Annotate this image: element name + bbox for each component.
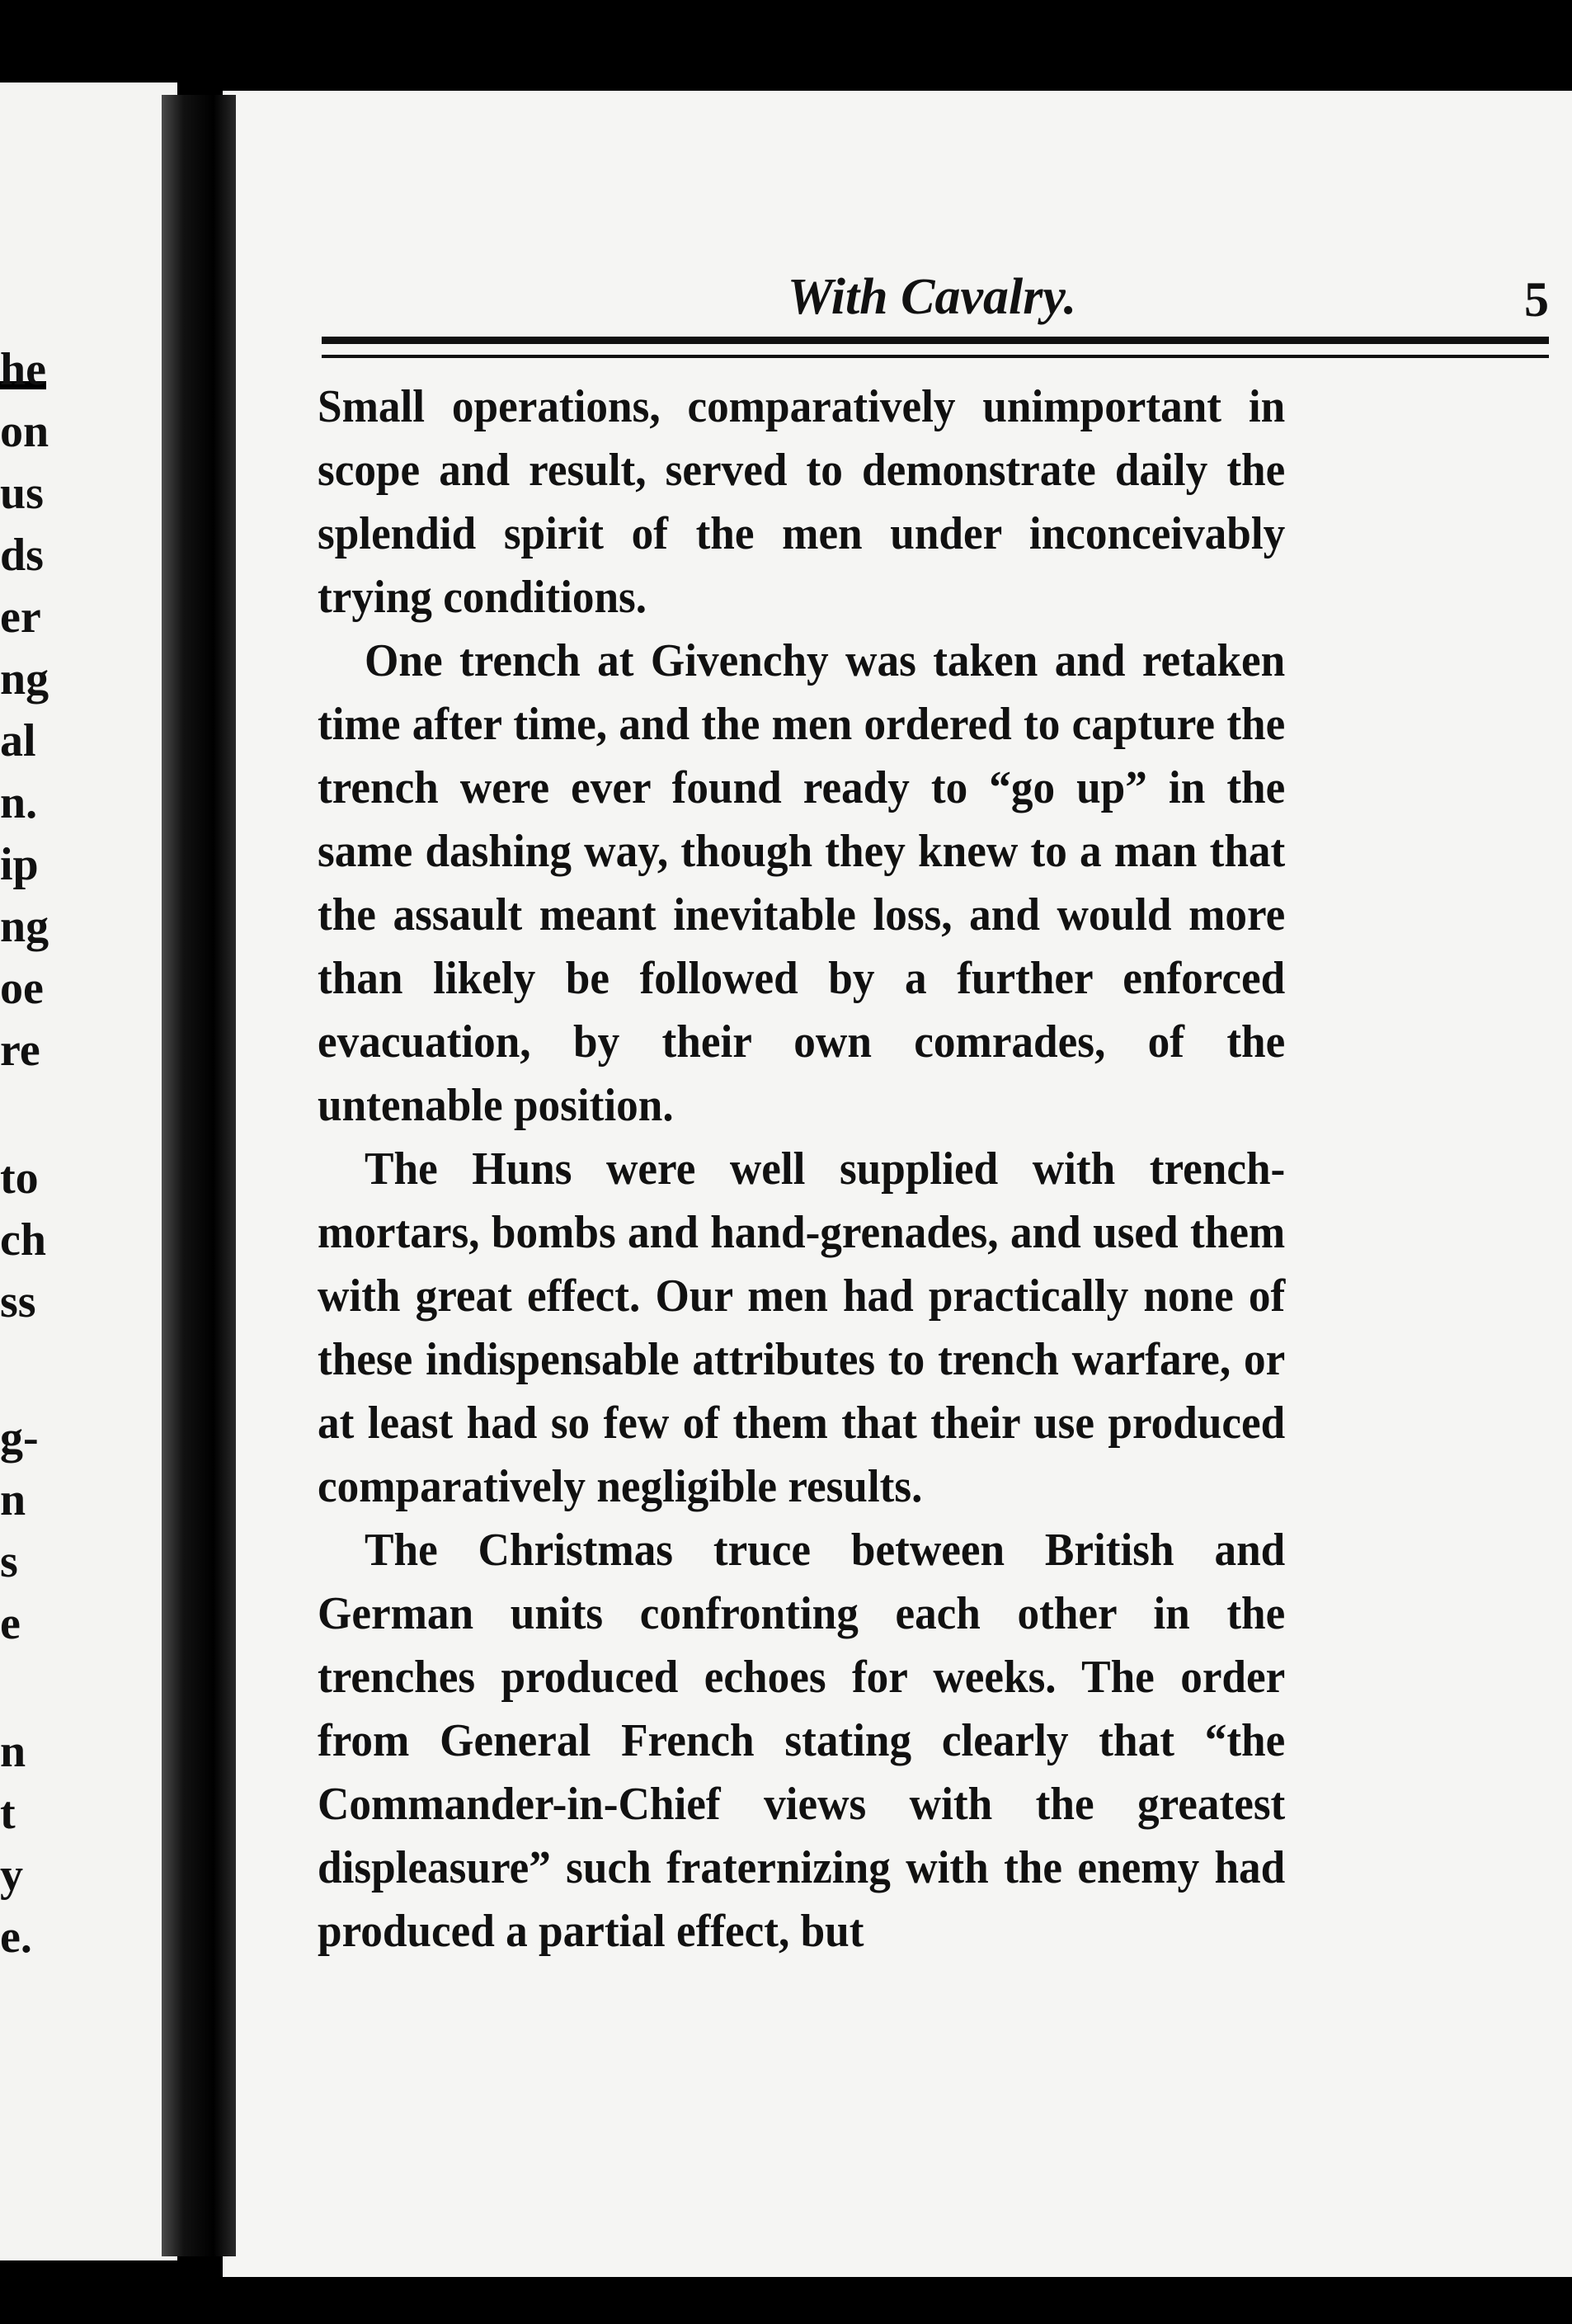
- header-rule-thick: [322, 337, 1549, 344]
- left-page-fragment: y: [0, 1850, 23, 1901]
- left-page-fragment: ss: [0, 1276, 36, 1327]
- running-title: With Cavalry.: [787, 269, 1077, 325]
- left-page-fragment: he: [0, 344, 46, 395]
- left-page-fragment: t: [0, 1788, 16, 1839]
- left-page-fragment: er: [0, 592, 41, 643]
- book-spine-gutter: [162, 95, 236, 2256]
- left-page-fragment: ng: [0, 653, 49, 705]
- left-page-fragment: us: [0, 468, 44, 519]
- left-page-fragment: ds: [0, 530, 44, 581]
- left-page-fragment: on: [0, 406, 49, 457]
- left-page-fragment: ch: [0, 1214, 46, 1266]
- right-page: [223, 91, 1572, 2277]
- left-page-fragment: n: [0, 1474, 26, 1525]
- left-page-fragment: e.: [0, 1912, 32, 1963]
- left-facing-page: [0, 82, 177, 2260]
- left-page-fragment: ip: [0, 839, 39, 890]
- paragraph-2: One trench at Givenchy was taken and retaken time after time, and the men ordered to capture the trench were ever found ready to “go up” in the same dashing way, though they knew to a man that the assault meant inevitable loss, and would more than likely be followed by a further enforced evacuation, by their own comrades, of the untenable position.: [318, 635, 1286, 1131]
- left-page-fragment: e: [0, 1598, 21, 1649]
- left-page-fragment: n: [0, 1726, 26, 1777]
- body-text: [318, 375, 1285, 1963]
- header-rule-thin: [322, 355, 1549, 358]
- left-page-fragment: ng: [0, 901, 49, 952]
- left-page-fragment: n.: [0, 777, 38, 828]
- left-page-fragment: g-: [0, 1412, 39, 1464]
- paragraph-1: Small operations, comparatively unimportant in scope and result, served to demonstrate daily the splendid spirit of the men under inconceivably trying conditions.: [318, 381, 1286, 623]
- left-page-fragment: oe: [0, 963, 44, 1014]
- paragraph-3: The Huns were well supplied with trench-mortars, bombs and hand-grenades, and used them with great effect. Our men had practically none of these indispensable attributes to trench warfare, or at least had so few of them that their use produced comparatively negligible results.: [318, 1143, 1286, 1512]
- page-header: [322, 268, 1549, 326]
- left-page-fragment: s: [0, 1536, 18, 1587]
- page-number: 5: [1524, 272, 1549, 327]
- paragraph-4: The Christmas truce between British and German units confronting each other in the trenches produced echoes for weeks. The order from General French stating clearly that “the Commander-in-Chief views with the greatest displeasure” such fraternizing with the enemy had produced a partial effect, but: [318, 1525, 1286, 1957]
- left-page-fragment: al: [0, 715, 36, 766]
- left-page-fragment: re: [0, 1025, 40, 1076]
- left-page-fragment: to: [0, 1153, 39, 1204]
